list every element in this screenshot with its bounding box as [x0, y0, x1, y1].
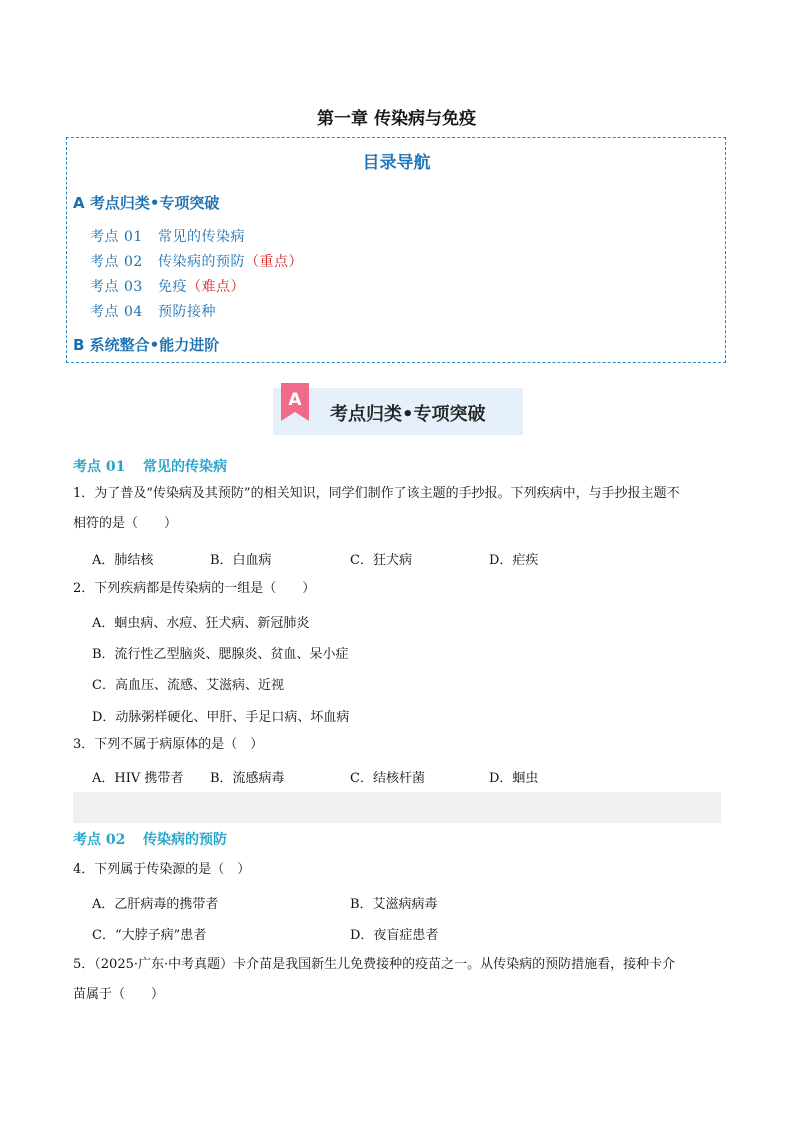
- page-title: 第一章 传染病与免疫: [317, 109, 476, 129]
- section-name: 常见的传染病: [143, 459, 227, 475]
- section-name: 传染病的预防: [143, 832, 227, 848]
- option-2a[interactable]: A．蛔虫病、水痘、狂犬病、新冠肺炎: [92, 616, 310, 631]
- option-1d[interactable]: D．疟疾: [489, 553, 539, 568]
- section-code: 考点 02: [73, 832, 126, 848]
- answer-area: [73, 792, 721, 823]
- nav-item-label: 传染病的预防: [158, 254, 245, 270]
- nav-title: 目录导航: [362, 153, 431, 173]
- option-1b[interactable]: B．白血病: [210, 553, 272, 568]
- option-4d[interactable]: D．夜盲症患者: [350, 928, 439, 943]
- option-3d[interactable]: D．蛔虫: [489, 771, 539, 786]
- option-4c[interactable]: C．“大脖子病”患者: [92, 928, 207, 943]
- nav-item-code: 考点 01: [90, 229, 143, 245]
- nav-item-01[interactable]: [90, 226, 245, 246]
- question-2-stem: 2．下列疾病都是传染病的一组是（ ）: [73, 581, 316, 596]
- section-code: 考点 01: [73, 459, 126, 475]
- nav-item-03[interactable]: [90, 276, 245, 296]
- option-3c[interactable]: C．结核杆菌: [350, 771, 425, 786]
- option-1c[interactable]: C．狂犬病: [350, 553, 412, 568]
- bookmark-letter: A: [288, 390, 302, 410]
- option-3a[interactable]: A．HIV 携带者: [92, 771, 184, 786]
- nav-item-02[interactable]: [90, 251, 303, 271]
- option-3b[interactable]: B．流感病毒: [210, 771, 285, 786]
- nav-item-label: 预防接种: [158, 304, 216, 320]
- question-1-line-2: 相符的是（ ）: [73, 516, 178, 531]
- nav-section-b[interactable]: B 系统整合•能力进阶: [73, 336, 220, 354]
- option-2b[interactable]: B．流行性乙型脑炎、腮腺炎、贫血、呆小症: [92, 647, 349, 662]
- question-5-line-1: 5．（2025·广东·中考真题）卡介苗是我国新生儿免费接种的疫苗之一。从传染病的预防措施看，接种卡介: [73, 957, 676, 972]
- option-2d[interactable]: D．动脉粥样硬化、甲肝、手足口病、坏血病: [92, 710, 350, 725]
- question-4-stem: 4．下列属于传染源的是（ ）: [73, 862, 251, 877]
- option-1a[interactable]: A．肺结核: [92, 553, 154, 568]
- nav-item-label: 免疫: [158, 279, 187, 295]
- question-5-line-2: 苗属于（ ）: [73, 987, 165, 1002]
- nav-item-code: 考点 02: [90, 254, 143, 270]
- nav-item-tag: （重点）: [245, 254, 303, 270]
- nav-item-code: 考点 04: [90, 304, 143, 320]
- option-4a[interactable]: A．乙肝病毒的携带者: [92, 897, 219, 912]
- nav-item-code: 考点 03: [90, 279, 143, 295]
- question-3-stem: 3．下列不属于病原体的是（ ）: [73, 737, 264, 752]
- nav-item-04[interactable]: [90, 301, 216, 321]
- nav-section-a[interactable]: A 考点归类•专项突破: [73, 194, 220, 212]
- nav-item-tag: （难点）: [187, 279, 245, 295]
- section-heading-01: [73, 456, 227, 476]
- section-heading-02: [73, 829, 227, 849]
- question-1-line-1: 1．为了普及“传染病及其预防”的相关知识，同学们制作了该主题的手抄报。下列疾病中，与手抄报主题不: [73, 486, 680, 501]
- option-4b[interactable]: B．艾滋病病毒: [350, 897, 438, 912]
- bookmark-icon: [281, 383, 309, 421]
- nav-item-label: 常见的传染病: [158, 229, 245, 245]
- option-2c[interactable]: C．高血压、流感、艾滋病、近视: [92, 678, 284, 693]
- banner-title: 考点归类•专项突破: [330, 404, 486, 425]
